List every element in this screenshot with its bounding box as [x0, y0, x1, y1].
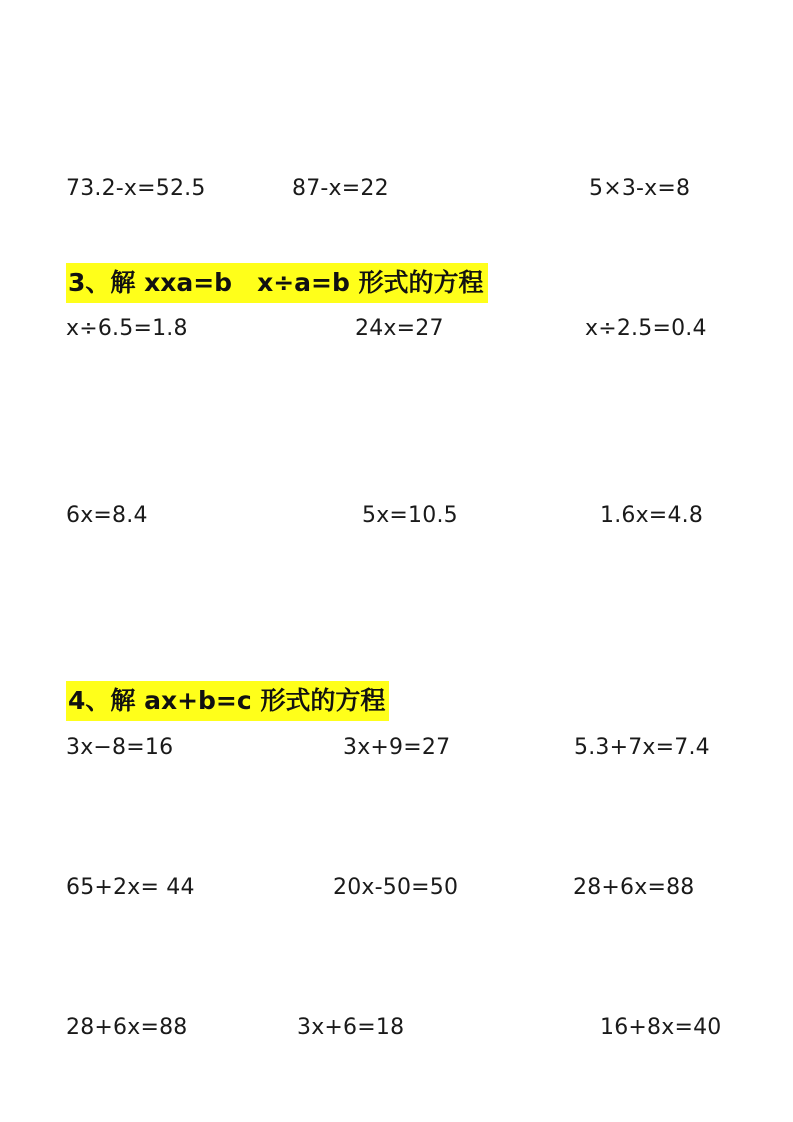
equation: x÷6.5=1.8 — [66, 316, 188, 341]
equation: 5.3+7x=7.4 — [574, 735, 710, 760]
equation: 65+2x= 44 — [66, 875, 195, 900]
equation: 73.2-x=52.5 — [66, 176, 206, 201]
equation: 1.6x=4.8 — [600, 503, 704, 528]
equation: 5x=10.5 — [362, 503, 458, 528]
equation: x÷2.5=0.4 — [585, 316, 707, 341]
equation: 5×3-x=8 — [589, 176, 691, 201]
equation: 6x=8.4 — [66, 503, 148, 528]
section-heading-3: 3、解 xxa=b x÷a=b 形式的方程 — [66, 263, 488, 303]
equation: 20x-50=50 — [333, 875, 459, 900]
equation: 28+6x=88 — [573, 875, 695, 900]
equation: 3x+9=27 — [343, 735, 451, 760]
equation: 28+6x=88 — [66, 1015, 188, 1040]
equation: 16+8x=40 — [600, 1015, 722, 1040]
equation: 3x+6=18 — [297, 1015, 405, 1040]
equation: 3x−8=16 — [66, 735, 174, 760]
equation: 87-x=22 — [292, 176, 389, 201]
section-heading-4: 4、解 ax+b=c 形式的方程 — [66, 681, 389, 721]
equation: 24x=27 — [355, 316, 444, 341]
